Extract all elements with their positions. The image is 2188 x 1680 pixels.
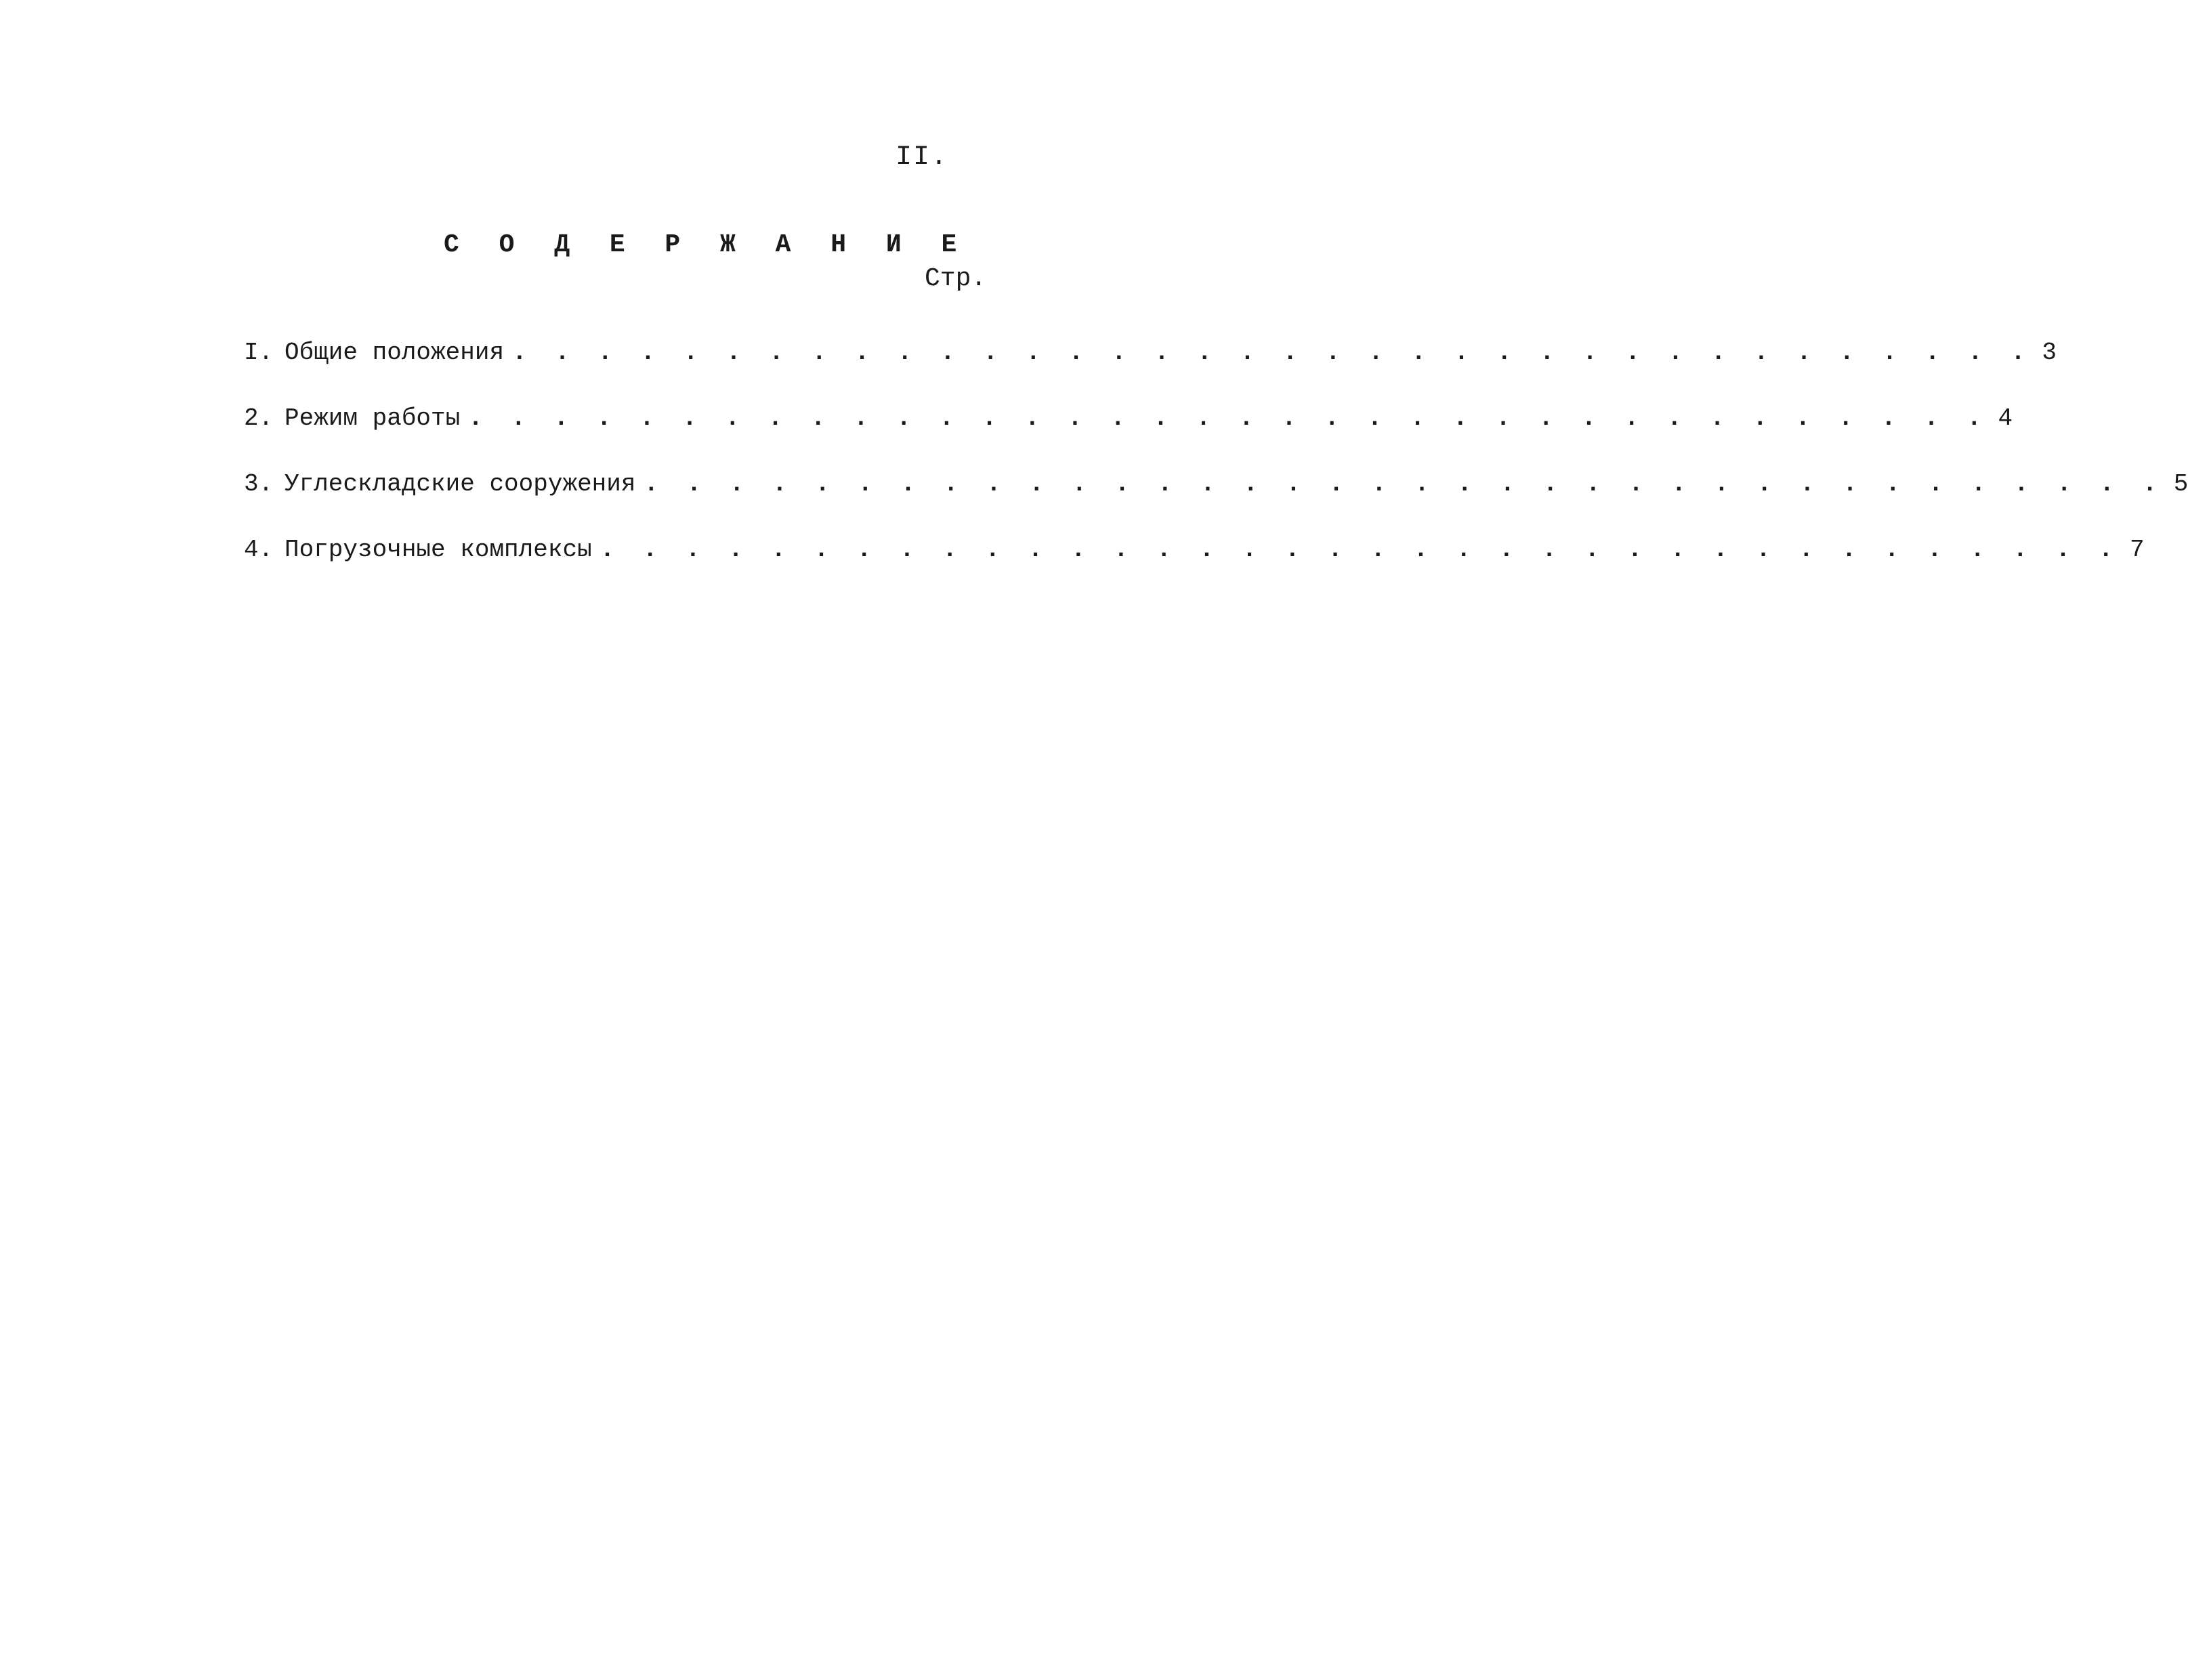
- toc-entry-page: 5: [2173, 470, 2188, 498]
- page-title: С О Д Е Р Ж А Н И Е: [444, 230, 969, 259]
- toc-entry: [244, 339, 2057, 404]
- toc-entry-title: Общие положения: [285, 339, 505, 366]
- toc-entry-number: I.: [244, 339, 274, 366]
- toc-entry-page: 4: [1998, 404, 2013, 432]
- pages-column-header: Стр.: [925, 264, 987, 293]
- toc-entry-title: Режим работы: [285, 404, 461, 432]
- toc-entry: [244, 470, 2188, 536]
- toc-leader-dots: . . . . . . . . . . . . . . . . . . . . . . . . . . . . . . . . . . . .: [468, 404, 1989, 432]
- toc-entry-number: 2.: [244, 404, 274, 432]
- table-of-contents: [244, 339, 2188, 602]
- toc-leader-dots: . . . . . . . . . . . . . . . . . . . . . . . . . . . . . . . . . . . .: [644, 470, 2164, 498]
- toc-entry-number: 4.: [244, 536, 274, 564]
- toc-entry-page: 3: [2042, 339, 2057, 366]
- toc-leader-dots: . . . . . . . . . . . . . . . . . . . . . . . . . . . . . . . . . . . .: [512, 339, 2032, 366]
- toc-entry: [244, 404, 2013, 470]
- page-number: II.: [896, 142, 949, 173]
- toc-entry-title: Погрузочные комплексы: [285, 536, 592, 564]
- toc-leader-dots: . . . . . . . . . . . . . . . . . . . . . . . . . . . . . . . . . . . .: [599, 536, 2120, 564]
- toc-entry: [244, 536, 2145, 602]
- toc-entry-title: Углескладские сооружения: [285, 470, 636, 498]
- toc-entry-page: 7: [2129, 536, 2145, 564]
- toc-entry-number: 3.: [244, 470, 274, 498]
